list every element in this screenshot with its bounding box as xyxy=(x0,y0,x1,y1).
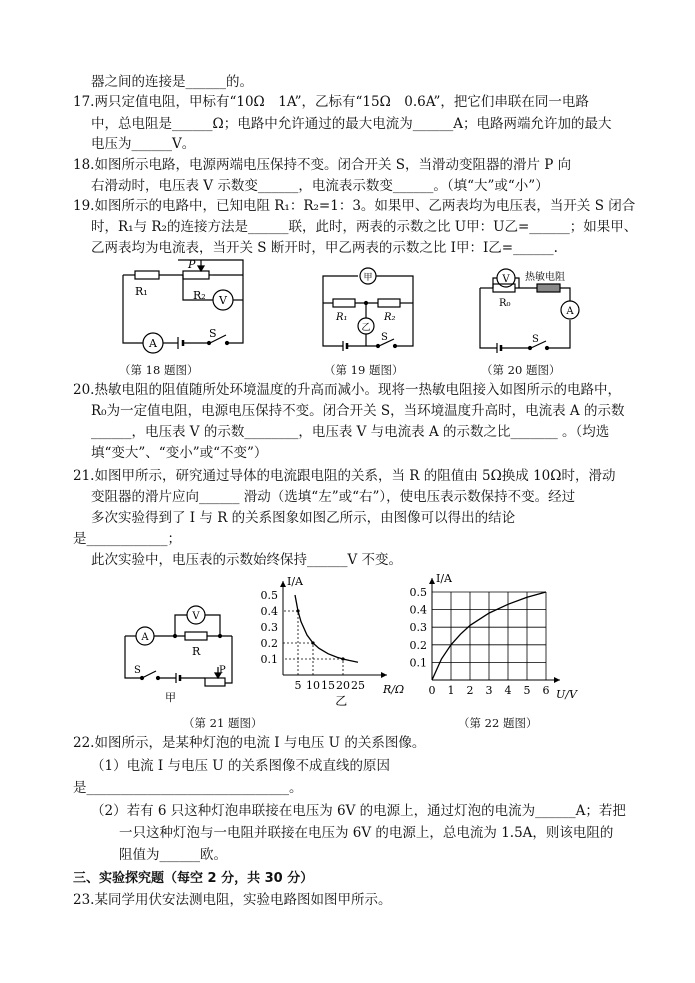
x-tick-label: 0 xyxy=(428,684,436,697)
y-axis-arrow xyxy=(429,578,435,584)
q17-line1: 17.两只定值电阻，甲标有“10Ω 1A”，乙标有“15Ω 0.6A”，把它们串联在同一电路 xyxy=(73,94,589,110)
y-tick-label: 0.3 xyxy=(409,621,427,635)
x-tick-label: 5 xyxy=(294,679,302,692)
fig18-voltmeter-label: V xyxy=(219,294,227,307)
r-resistor-icon xyxy=(185,632,207,640)
y-tick-label: 0.1 xyxy=(260,653,278,666)
y-tick-label: 0.4 xyxy=(409,603,427,617)
q17-line2: 中，总电阻是______Ω；电路中允许通过的最大电流为______A；电路两端允许加的最大 xyxy=(91,116,612,132)
fig18-r1-label: R₁ xyxy=(135,285,148,298)
x-tick-label: 5 xyxy=(523,684,531,697)
fig20-caption: （第 20 题图） xyxy=(481,363,561,377)
y-tick-label: 0.1 xyxy=(409,656,427,670)
x-tick-label: 4 xyxy=(504,684,512,697)
fig19-jia-label: 甲 xyxy=(363,273,373,283)
r1-resistor-icon xyxy=(333,299,355,307)
x-tick-label: 15 xyxy=(321,679,335,692)
y-tick-label: 0.2 xyxy=(409,638,427,652)
y-axis-label: I/A xyxy=(287,575,303,588)
fig20-voltmeter-label: V xyxy=(502,274,510,285)
fig21-switch-label: S xyxy=(134,665,141,676)
fig21-jia-circuit xyxy=(120,603,250,703)
q22-line3: 是______________________________。 xyxy=(73,780,303,796)
x-tick-label: 6 xyxy=(542,684,550,697)
fig21-caption: （第 21 题图） xyxy=(183,716,263,730)
q19-line2: 时，R₁与 R₂的连接方法是______联，此时，两表的示数之比 U甲：U乙=______；如果甲、 xyxy=(91,219,638,235)
y-axis-label: I/A xyxy=(436,572,452,585)
fig19-r2-label: R₂ xyxy=(384,312,396,323)
q16-tail: 器之间的连接是______的。 xyxy=(91,74,253,90)
thermistor-icon xyxy=(537,284,560,292)
fig21-ammeter-label: A xyxy=(141,632,149,643)
q21-line3: 多次实验得到了 I 与 R 的关系图象如图乙所示，由图像可以得出的结论 xyxy=(91,510,516,526)
fig20-switch-label: S xyxy=(532,334,539,345)
fig22-chart xyxy=(409,565,602,705)
fig21-yi-chart xyxy=(253,570,405,708)
q20-line2: R₀为一定值电阻，电源电压保持不变。闭合开关 S，当环境温度升高时，电流表 A 的示数 xyxy=(91,403,625,419)
y-tick-label: 0.4 xyxy=(260,605,278,618)
fig18-circuit xyxy=(113,255,253,355)
y-tick-label: 0.5 xyxy=(409,586,427,599)
y-tick-label: 0.3 xyxy=(260,621,278,634)
q22-line4: （2）若有 6 只这种灯泡串联接在电压为 6V 的电源上，通过灯泡的电流为______A；若把 xyxy=(91,803,626,819)
q18-line2: 右滑动时，电压表 V 示数变______，电流表示数变______。（填“大”或“小”） xyxy=(91,178,549,194)
q19-line1: 19.如图所示的电路中，已知电阻 R₁：R₂=1：3。如果甲、乙两表均为电压表，当开关 S 闭合 xyxy=(73,198,636,214)
fig21-voltmeter-label: V xyxy=(192,611,200,622)
fig20-circuit xyxy=(475,268,585,358)
section-3-heading: 三、实验探究题（每空 2 分，共 30 分） xyxy=(73,871,314,886)
fig18-r2-label: R₂ xyxy=(193,289,206,302)
q21-line1: 21.如图甲所示，研究通过导体的电流跟电阻的关系，当 R 的阻值由 5Ω换成 10Ω时，滑动 xyxy=(73,468,616,484)
x-tick-label: 10 xyxy=(306,679,320,692)
q18-line1: 18.如图所示电路，电源两端电压保持不变。闭合开关 S，当滑动变阻器的滑片 P 向 xyxy=(73,157,572,173)
x-tick-label: 1 xyxy=(447,684,455,697)
q23-line1: 23.某同学用伏安法测电阻，实验电路图如图甲所示。 xyxy=(73,892,392,908)
x-tick-label: 25 xyxy=(351,679,365,692)
x-axis-label: U/V xyxy=(556,688,577,701)
fig19-r1-label: R₁ xyxy=(336,312,348,323)
data-point xyxy=(311,641,314,644)
fig18-switch-label: S xyxy=(209,327,217,340)
y-tick-label: 0.5 xyxy=(260,589,278,602)
fig20-r0-label: R₀ xyxy=(499,298,511,309)
r2-resistor-icon xyxy=(378,299,400,307)
q19-line3: 乙两表均为电流表，当开关 S 断开时，甲乙两表的示数之比 I甲：I乙=______. xyxy=(91,240,558,256)
x-tick-label: 2 xyxy=(466,684,474,697)
chart-title: 乙 xyxy=(335,694,348,708)
x-axis-arrow xyxy=(554,677,560,683)
q22-line2: （1）电流 I 与电压 U 的关系图像不成直线的原因 xyxy=(91,758,390,774)
q22-line1: 22.如图所示，是某种灯泡的电流 I 与电压 U 的关系图像。 xyxy=(73,735,426,751)
fig21-r-label: R xyxy=(192,645,201,658)
fig19-circuit xyxy=(318,268,428,358)
data-curve xyxy=(295,595,358,662)
fig18-p-label: P xyxy=(188,258,196,271)
fig19-yi-label: 乙 xyxy=(361,323,371,333)
q22-line5: 一只这种灯泡与一电阻并联接在电压为 6V 的电源上，总电流为 1.5A，则该电阻的 xyxy=(119,825,614,841)
q20-line4: 填“变大”、“变小”或“不变”） xyxy=(91,445,268,461)
rheostat-icon xyxy=(205,678,225,686)
q22-line6: 阻值为______欧。 xyxy=(119,847,227,863)
q21-line5: 此次实验中，电压表的示数始终保持______V 不变。 xyxy=(91,552,403,568)
data-point xyxy=(341,657,344,660)
data-point xyxy=(296,609,299,612)
x-tick-label: 3 xyxy=(485,684,493,697)
fig18-caption: （第 18 题图） xyxy=(119,363,199,377)
q17-line3: 电压为______V。 xyxy=(91,136,196,152)
q21-line4: 是____________； xyxy=(73,531,181,547)
fig19-switch-label: S xyxy=(381,332,388,343)
r1-resistor-icon xyxy=(135,271,159,279)
q20-line3: ______，电压表 V 的示数________，电压表 V 与电流表 A 的示数之比_______ 。（均选 xyxy=(91,424,610,440)
y-tick-label: 0.2 xyxy=(260,637,278,650)
switch-icon xyxy=(142,671,156,678)
fig21-p-label: P xyxy=(219,665,226,676)
fig18-ammeter-label: A xyxy=(149,337,157,350)
q21-line2: 变阻器的滑片应向______ 滑动（选填“左”或“右”），使电压表示数保持不变。经过 xyxy=(91,489,576,505)
q20-line1: 20.热敏电阻的阻值随所处环境温度的升高而减小。现将一热敏电阻接入如图所示的电路中， xyxy=(73,382,621,398)
y-axis-arrow xyxy=(280,581,286,587)
x-axis-label: R/Ω xyxy=(383,683,405,696)
x-tick-label: 20 xyxy=(336,679,350,692)
fig20-ammeter-label: A xyxy=(566,306,574,317)
fig22-caption: （第 22 题图） xyxy=(458,716,538,730)
x-axis-arrow xyxy=(381,672,387,678)
fig19-caption: （第 19 题图） xyxy=(324,363,404,377)
fig20-thermistor-label: 热敏电阻 xyxy=(525,272,565,283)
fig21-jia-label: 甲 xyxy=(165,691,176,704)
r2-rheostat-icon xyxy=(183,271,209,279)
